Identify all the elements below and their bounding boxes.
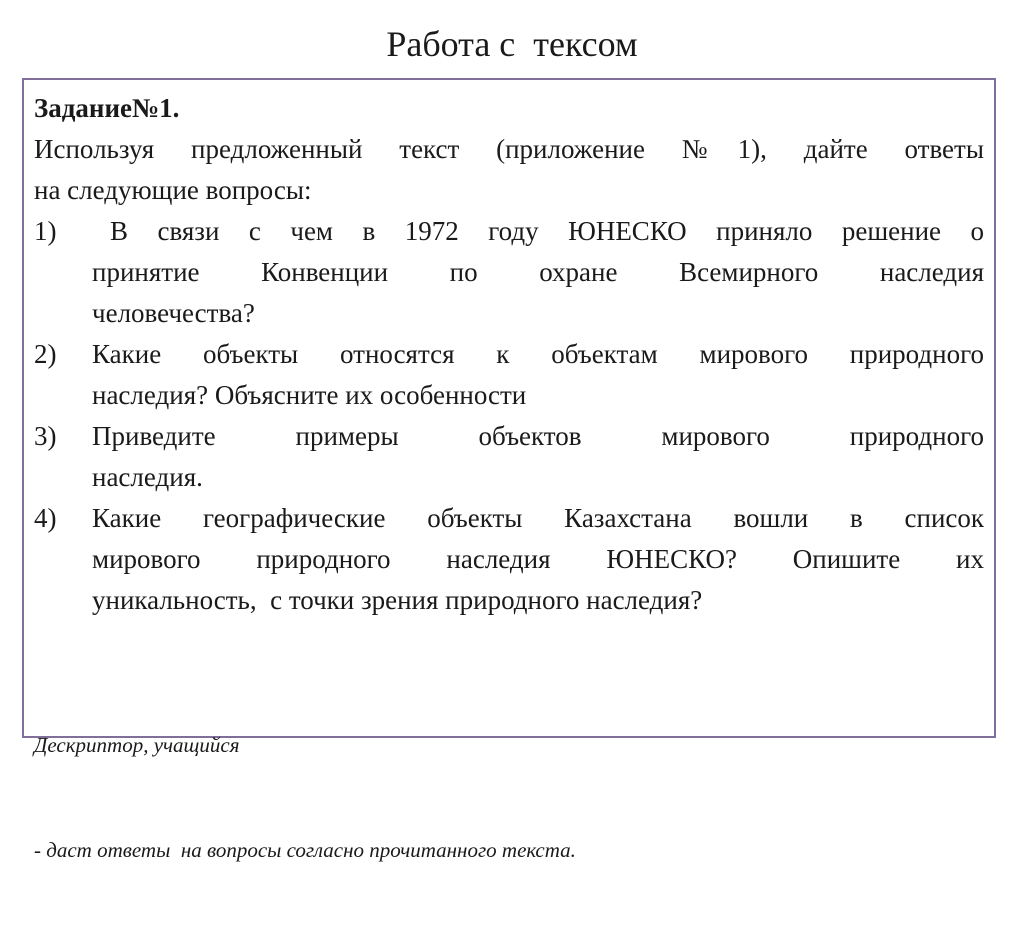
question-item xyxy=(34,334,984,416)
question-line: Приведите примеры объектов мирового природного xyxy=(92,421,984,451)
task-intro-line-1: Используя предложенный текст (приложение №1), дайте ответы xyxy=(34,134,984,164)
question-item xyxy=(34,211,984,334)
question-number: 3) xyxy=(34,421,57,451)
task-intro-line-2: на следующие вопросы: xyxy=(34,175,312,205)
question-line: Какие объекты относятся к объектам мирового природного xyxy=(92,339,984,369)
question-line: человечества? xyxy=(92,298,255,328)
descriptor xyxy=(34,658,576,938)
task-box xyxy=(22,78,996,862)
question-line: Какие географические объекты Казахстана вошли в список xyxy=(92,503,984,533)
question-line: В связи с чем в 1972 году ЮНЕСКО приняло решение о xyxy=(110,216,984,246)
descriptor-text: - даст ответы на вопросы согласно прочитанного текста. xyxy=(34,838,576,862)
question-line: принятие Конвенции по охране Всемирного наследия xyxy=(92,257,984,287)
question-number: 1) xyxy=(34,216,57,246)
question-list xyxy=(34,211,984,621)
question-line: наследия. xyxy=(92,462,203,492)
question-number: 2) xyxy=(34,339,57,369)
question-item xyxy=(34,416,984,498)
question-line: уникальность, с точки зрения природного наследия? xyxy=(92,585,703,615)
question-number: 4) xyxy=(34,503,57,533)
question-line: мирового природного наследия ЮНЕСКО? Опишите их xyxy=(92,544,984,574)
question-line: наследия? Объясните их особенности xyxy=(92,380,527,410)
question-item xyxy=(34,498,984,621)
slide-title: Работа с тексом xyxy=(386,24,638,64)
descriptor-title: Дескриптор, учащийся xyxy=(34,733,240,757)
task-heading: Задание№1. xyxy=(34,93,180,123)
